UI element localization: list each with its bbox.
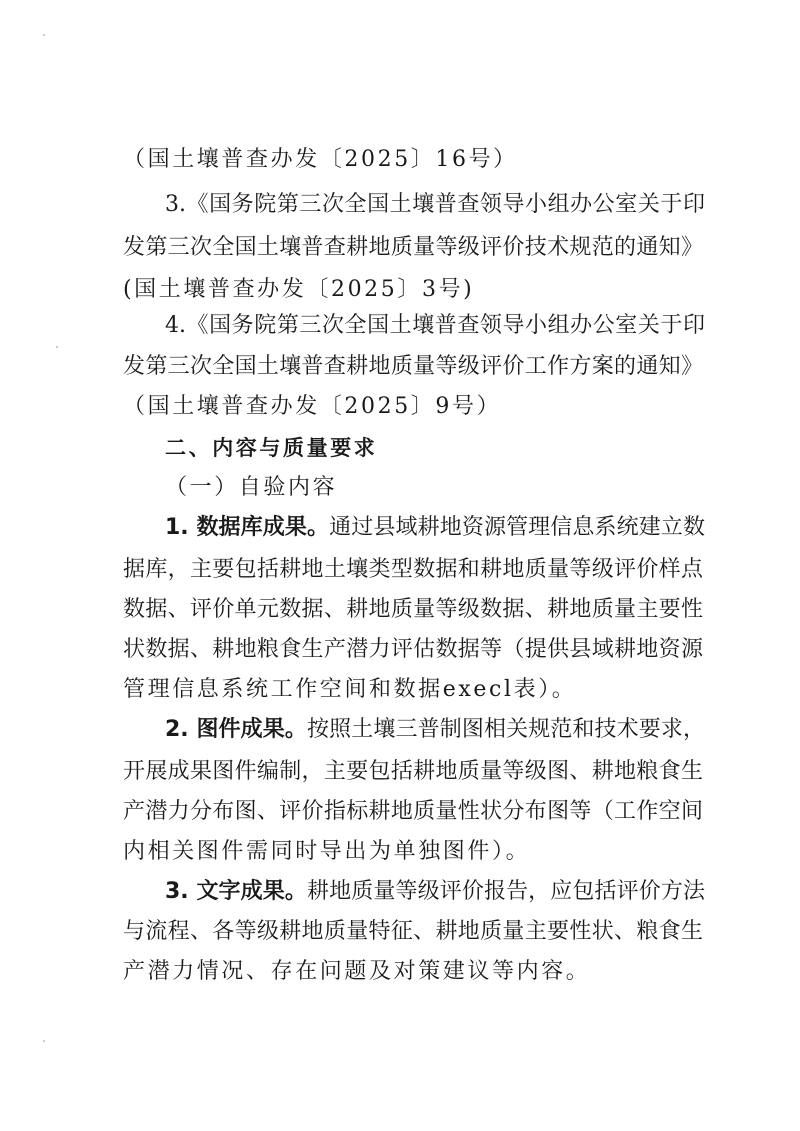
item-3-line-1: 3.《国务院第三次全国土壤普查领导小组办公室关于印 xyxy=(165,192,705,217)
para-1-line-1 xyxy=(165,508,705,548)
para-2-line-3: 产潜力分布图、评价指标耕地质量性状分布图等（工作空间 xyxy=(123,799,703,824)
para-3-line-2: 与流程、各等级耕地质量特征、耕地质量主要性状、粮食生 xyxy=(123,919,703,944)
para-1-line-5: 管理信息系统工作空间和数据execl表）。 xyxy=(123,677,577,702)
item-4-line-3: （国土壤普查办发〔2025〕9号） xyxy=(123,394,502,419)
para-3-line-3: 产潜力情况、存在问题及对策建议等内容。 xyxy=(123,959,591,984)
para-3-title: 3. 文字成果。 xyxy=(165,879,308,904)
para-2-line-1 xyxy=(165,710,705,750)
para-3-line-1-text: 耕地质量等级评价报告，应包括评价方法 xyxy=(307,879,705,904)
item-4-line-2: 发第三次全国土壤普查耕地质量等级评价工作方案的通知》 xyxy=(123,354,703,379)
scan-speck xyxy=(43,1040,45,1042)
para-3-line-1 xyxy=(165,872,705,912)
item-3-line-2: 发第三次全国土壤普查耕地质量等级评价技术规范的通知》 xyxy=(123,235,703,260)
scan-speck xyxy=(56,346,58,348)
para-1-line-1-text: 通过县域耕地资源管理信息系统建立数 xyxy=(329,515,705,540)
para-2-line-4: 内相关图件需同时导出为单独图件）。 xyxy=(123,839,531,864)
para-1-title: 1. 数据库成果。 xyxy=(165,515,330,540)
para-1-line-4: 状数据、耕地粮食生产潜力评估数据等（提供县域耕地资源 xyxy=(123,637,703,662)
para-2-title: 2. 图件成果。 xyxy=(165,717,308,742)
section-heading: 二、内容与质量要求 xyxy=(165,436,378,460)
para-2-line-1-text: 按照土壤三普制图相关规范和技术要求， xyxy=(307,717,705,742)
para-2-line-2: 开展成果图件编制，主要包括耕地质量等级图、耕地粮食生 xyxy=(123,759,703,784)
para-1-line-2: 据库，主要包括耕地土壤类型数据和耕地质量等级评价样点 xyxy=(123,557,703,582)
subsection-heading: （一）自验内容 xyxy=(165,475,338,500)
item-3-line-3: (国土壤普查办发〔2025〕3号) xyxy=(123,277,475,302)
item-4-line-1: 4.《国务院第三次全国土壤普查领导小组办公室关于印 xyxy=(165,313,705,338)
scan-speck xyxy=(43,34,45,36)
para-1-line-3: 数据、评价单元数据、耕地质量等级数据、耕地质量主要性 xyxy=(123,597,703,622)
reference-line-16: （国土壤普查办发〔2025〕16号） xyxy=(123,147,518,172)
